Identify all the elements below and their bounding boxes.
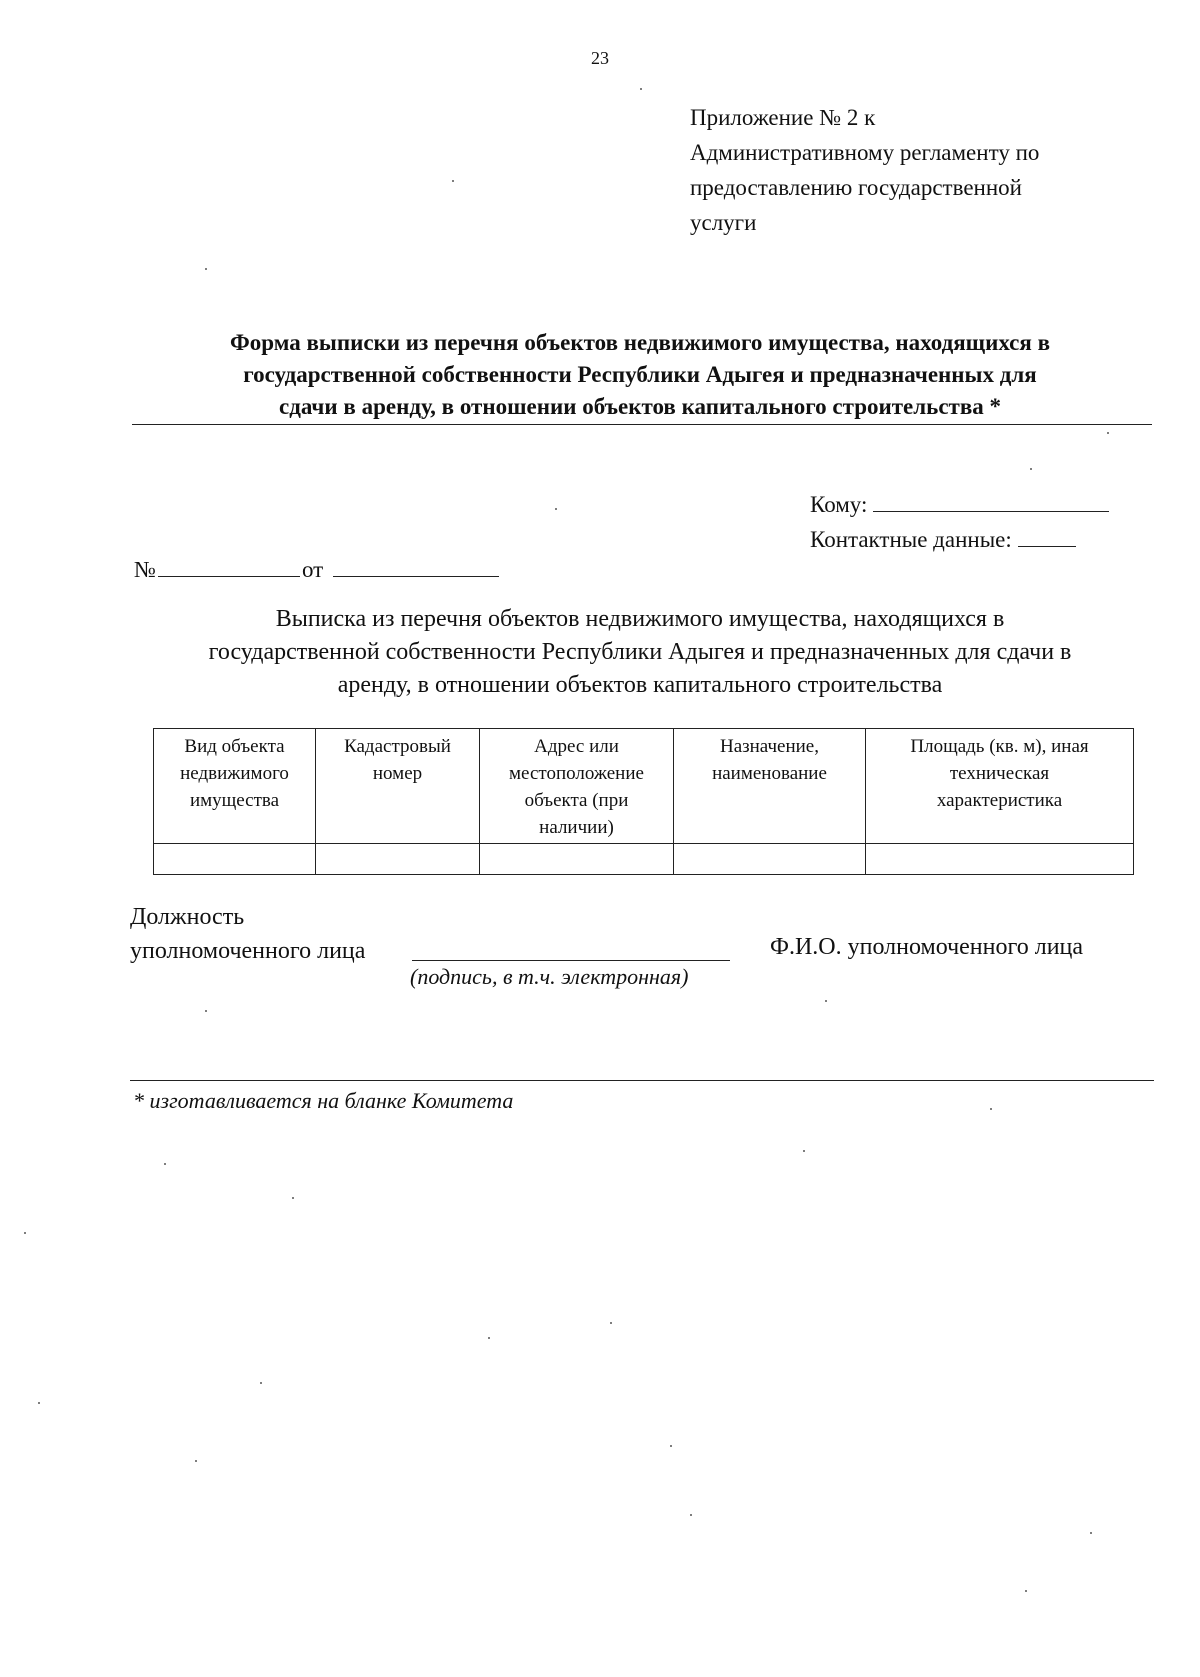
column-header-object-type: Вид объекта недвижимого имущества <box>154 729 316 844</box>
column-header-address: Адрес или местоположение объекта (при наличии) <box>480 729 674 844</box>
extract-title-line: Выписка из перечня объектов недвижимого имущества, находящихся в <box>275 606 1005 632</box>
scan-speck <box>640 88 642 90</box>
title-underline <box>132 424 1152 425</box>
number-label: № <box>134 557 156 582</box>
column-header-cadastral-number: Кадастровый номер <box>316 729 480 844</box>
table-cell[interactable] <box>316 844 480 875</box>
extract-title-line: государственной собственности Республики Адыгея и предназначенных для сдачи в <box>208 639 1072 665</box>
scan-speck <box>670 1445 672 1447</box>
signature-field[interactable] <box>412 960 730 961</box>
position-line: Должность <box>130 904 245 930</box>
table-cell[interactable] <box>154 844 316 875</box>
form-title <box>130 327 1150 423</box>
official-fio: Ф.И.О. уполномоченного лица <box>770 934 1084 960</box>
form-title-line: сдачи в аренду, в отношении объектов капитального строительства * <box>279 394 1001 419</box>
form-title-line: Форма выписки из перечня объектов недвижимого имущества, находящихся в <box>230 330 1050 355</box>
scan-speck <box>488 1337 490 1339</box>
addressee-to-field[interactable] <box>873 510 1109 512</box>
official-position <box>130 900 365 968</box>
scan-speck <box>205 268 207 270</box>
appendix-line: услуги <box>690 210 757 235</box>
table-cell[interactable] <box>480 844 674 875</box>
appendix-line: предоставлению государственной <box>690 175 1022 200</box>
extract-title-line: аренду, в отношении объектов капитального строительства <box>337 672 943 698</box>
addressee-block <box>810 487 1109 557</box>
scan-speck <box>38 1402 40 1404</box>
table-cell[interactable] <box>674 844 866 875</box>
footnote-rule <box>130 1080 1154 1081</box>
scan-speck <box>1030 468 1032 470</box>
position-line: уполномоченного лица <box>130 938 366 964</box>
scan-speck <box>292 1197 294 1199</box>
appendix-line: Административному регламенту по <box>690 140 1040 165</box>
scan-speck <box>1025 1590 1027 1592</box>
scan-speck <box>555 508 557 510</box>
table-cell[interactable] <box>866 844 1134 875</box>
scan-speck <box>260 1382 262 1384</box>
scan-speck <box>1090 1532 1092 1534</box>
addressee-to-label: Кому: <box>810 492 868 517</box>
column-header-area: Площадь (кв. м), иная техническая характеристика <box>866 729 1134 844</box>
table-row <box>154 844 1134 875</box>
column-header-purpose: Назначение, наименование <box>674 729 866 844</box>
table-header-row <box>154 729 1134 844</box>
scan-speck <box>990 1108 992 1110</box>
scan-speck <box>825 1000 827 1002</box>
addressee-contacts-label: Контактные данные: <box>810 527 1012 552</box>
appendix-line: Приложение № 2 к <box>690 105 876 130</box>
scan-speck <box>1107 432 1109 434</box>
scan-speck <box>24 1232 26 1234</box>
objects-table <box>153 728 1134 875</box>
scan-speck <box>610 1322 612 1324</box>
signature-caption: (подпись, в т.ч. электронная) <box>410 964 689 989</box>
footnote: * изготавливается на бланке Комитета <box>133 1088 514 1113</box>
form-title-line: государственной собственности Республики Адыгея и предназначенных для <box>243 362 1037 387</box>
document-number-line <box>134 557 499 583</box>
scan-speck <box>690 1514 692 1516</box>
scan-speck <box>205 1010 207 1012</box>
number-field[interactable] <box>158 575 300 577</box>
addressee-contacts-field[interactable] <box>1018 545 1076 547</box>
addressee-to-row <box>810 487 1109 522</box>
scan-speck <box>195 1460 197 1462</box>
extract-title <box>130 603 1150 702</box>
date-field[interactable] <box>333 575 499 577</box>
addressee-contacts-row <box>810 522 1109 557</box>
date-from-label: от <box>301 557 324 582</box>
scan-speck <box>164 1163 166 1165</box>
scan-speck <box>803 1150 805 1152</box>
appendix-note <box>690 100 1160 240</box>
page-number: 23 <box>591 48 609 68</box>
scan-speck <box>452 180 454 182</box>
